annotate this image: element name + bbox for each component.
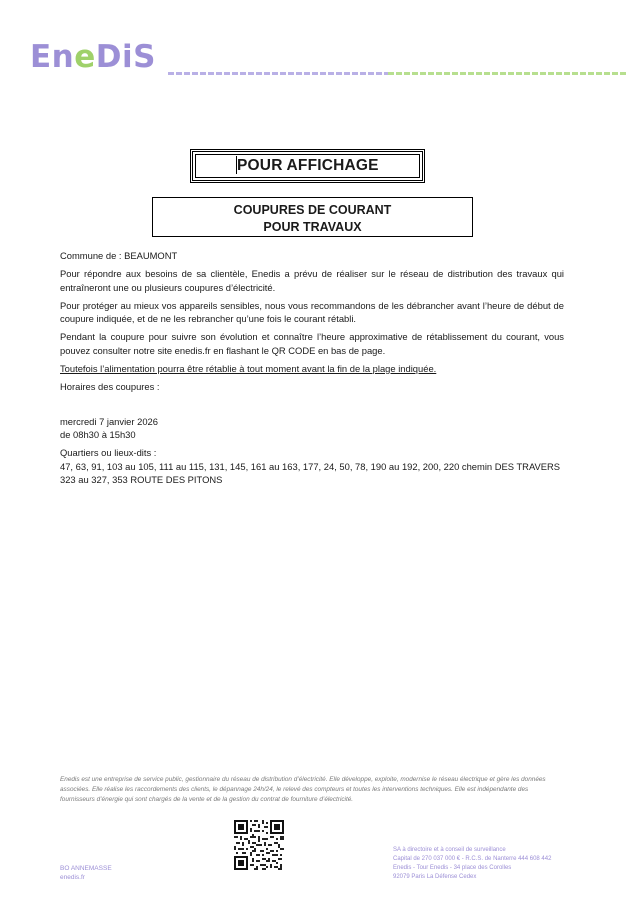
coupures-box	[152, 197, 473, 237]
footer-left	[60, 864, 112, 882]
quartiers-line-2: 323 au 327, 353 ROUTE DES PITONS	[60, 474, 223, 485]
pour-affichage-title: POUR AFFICHAGE	[237, 157, 379, 174]
enedis-logo: EneDiS	[30, 39, 156, 75]
horaires-label: Horaires des coupures :	[60, 380, 160, 392]
footer-agency: BO ANNEMASSE	[60, 865, 112, 872]
company-line-1: SA à directoire et à conseil de surveillance	[393, 847, 506, 853]
commune-line: Commune de : BEAUMONT	[60, 250, 178, 261]
legal-line-2: associées. Elle réalise les raccordements des clients, le dépannage 24h/24, le relevé des compteurs et toutes les interventions techniques. Elle est indépendante des	[60, 786, 529, 793]
paragraph-intro: Pour répondre aux besoins de sa clientèle, Enedis a prévu de réaliser sur le réseau de distribution des travaux qui entraîneront une ou plusieurs coupures d’électricité.	[60, 268, 564, 293]
company-line-4: 92079 Paris La Défense Cedex	[393, 874, 477, 880]
company-line-2: Capital de 270 037 000 € - R.C.S. de Nanterre 444 608 442	[393, 856, 552, 862]
coupures-title-line2: POUR TRAVAUX	[263, 220, 362, 234]
company-line-3: Enedis - Tour Enedis - 34 place des Corolles	[393, 865, 512, 871]
coupure-date: mercredi 7 janvier 2026	[60, 415, 158, 427]
footer-website-link[interactable]: enedis.fr	[60, 874, 85, 881]
legal-line-3: fournisseurs d’énergie qui sont chargés de la vente et de la gestion du contrat de fourniture d’électricité.	[60, 796, 354, 803]
coupure-time-range: de 08h30 à 15h30	[60, 429, 136, 440]
legal-line-1: Enedis est une entreprise de service public, gestionnaire du réseau de distribution d’électricité. Elle développe, exploite, modernise le réseau électrique et gère les données	[60, 776, 546, 783]
notice-content	[60, 249, 564, 487]
footer-company-info	[393, 846, 551, 882]
paragraph-protection: Pour protéger au mieux vos appareils sensibles, nous vous recommandons de les débrancher avant l’heure de début de coupure indiquée, et de ne les rebrancher qu’une fois le courant rétabli.	[60, 299, 564, 324]
coupures-title-line1: COUPURES DE COURANT	[233, 203, 392, 217]
footer-legal-text	[60, 775, 570, 805]
pour-affichage-box	[190, 149, 425, 183]
quartiers-line-1: 47, 63, 91, 103 au 105, 111 au 115, 131, 145, 161 au 163, 177, 24, 50, 78, 190 au 192, 200, 220 chemin DES TRAVERS	[60, 460, 561, 472]
qr-code-icon[interactable]	[234, 820, 284, 870]
brand-divider	[168, 72, 628, 75]
paragraph-suivi: Pendant la coupure pour suivre son évolution et connaître l’heure approximative de rétablissement du courant, vous pouvez consulter notre site enedis.fr en flashant le QR CODE en bas de page.	[60, 331, 564, 356]
notice-retablissement: Toutefois l’alimentation pourra être rétablie à tout moment avant la fin de la plage indiquée.	[60, 362, 437, 374]
quartiers-label: Quartiers ou lieux-dits :	[60, 447, 157, 458]
